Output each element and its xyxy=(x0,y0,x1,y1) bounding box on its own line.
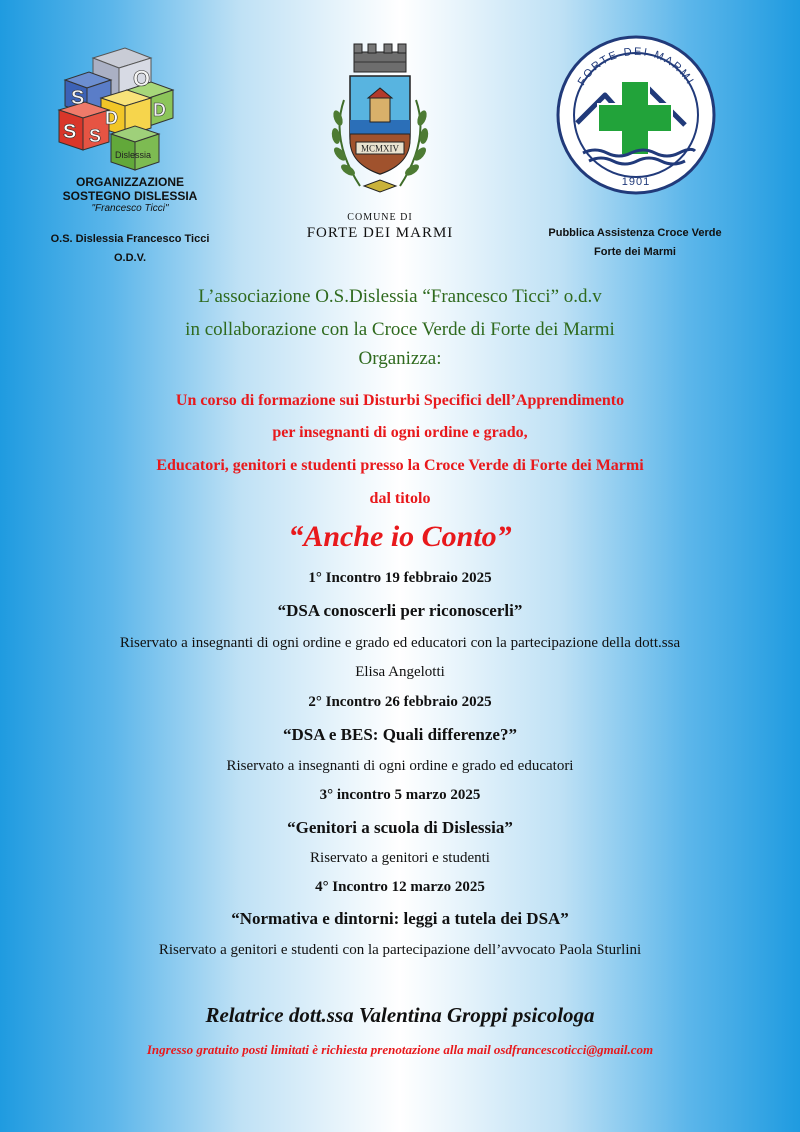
osd-org-name xyxy=(50,175,210,215)
intro-line-1: L’associazione O.S.Dislessia “Francesco Ticci” o.d.v xyxy=(198,286,602,307)
cube-letter: O xyxy=(133,66,151,91)
osd-caption-line2: O.D.V. xyxy=(114,252,146,264)
cube-letter: S xyxy=(89,126,102,146)
meeting-4-heading: 4° Incontro 12 marzo 2025 xyxy=(315,879,485,895)
comune-name-label: FORTE DEI MARMI xyxy=(306,225,454,241)
meeting-3-title: “Genitori a scuola di Dislessia” xyxy=(287,818,513,837)
meeting-3-heading: 3° incontro 5 marzo 2025 xyxy=(319,787,481,803)
comune-logo xyxy=(290,40,470,245)
osd-cubes-emblem xyxy=(55,38,175,173)
comune-crest-emblem xyxy=(320,40,440,200)
croce-verde-caption xyxy=(530,224,740,262)
intro-line-2: in collaborazione con la Croce Verde di Forte dei Marmi xyxy=(185,319,615,340)
cube-tag: Dislessia xyxy=(115,150,152,160)
osd-caption xyxy=(40,230,220,268)
course-line-2: per insegnanti di ogni ordine e grado, xyxy=(272,424,528,441)
shield-year-text: MCMXIV xyxy=(360,143,400,154)
ring-text: FORTE DEI MARMI xyxy=(575,45,697,88)
meeting-2-title: “DSA e BES: Quali differenze?” xyxy=(283,725,517,744)
course-line-4: dal titolo xyxy=(369,490,431,507)
osd-org-line2: SOSTEGNO DISLESSIA xyxy=(62,189,198,203)
meeting-1-title: “DSA conoscerli per riconoscerli” xyxy=(277,601,523,620)
meeting-4-audience: Riservato a genitori e studenti con la partecipazione dell’avvocato Paola Sturlini xyxy=(158,942,642,958)
intro-line-3: Organizza: xyxy=(358,348,442,369)
comune-di-label: COMUNE DI xyxy=(347,212,413,223)
cube-letter: D xyxy=(105,108,118,128)
meeting-4-title: “Normativa e dintorni: leggi a tutela dei DSA” xyxy=(231,909,569,928)
croce-verde-caption-line2: Forte dei Marmi xyxy=(594,246,676,258)
main-title: “Anche io Conto” xyxy=(288,520,512,553)
course-line-3: Educatori, genitori e studenti presso la Croce Verde di Forte dei Marmi xyxy=(156,457,644,474)
meeting-1-audience-cont: Elisa Angelotti xyxy=(355,664,445,680)
osd-org-line1: ORGANIZZAZIONE xyxy=(76,175,184,189)
osd-org-line3: "Francesco Ticci" xyxy=(91,203,169,214)
meeting-2-heading: 2° Incontro 26 febbraio 2025 xyxy=(308,694,492,710)
meeting-1-audience: Riservato a insegnanti di ogni ordine e grado ed educatori con la partecipazione della dott.ssa xyxy=(119,635,681,651)
meeting-2-audience: Riservato a insegnanti di ogni ordine e grado ed educatori xyxy=(226,758,574,774)
course-line-1: Un corso di formazione sui Disturbi Specifici dell’Apprendimento xyxy=(175,392,625,409)
croce-verde-logo xyxy=(530,30,740,265)
croce-verde-caption-line1: Pubblica Assistenza Croce Verde xyxy=(548,227,722,239)
croce-verde-emblem xyxy=(555,35,717,195)
osd-logo xyxy=(50,38,210,278)
cube-letter: S xyxy=(63,121,77,143)
speaker-line: Relatrice dott.ssa Valentina Groppi psicologa xyxy=(205,1003,595,1027)
meeting-1-heading: 1° Incontro 19 febbraio 2025 xyxy=(308,570,492,586)
footer-note: Ingresso gratuito posti limitati è richiesta prenotazione alla mail osdfrancescoticci@gmail.com xyxy=(146,1042,654,1057)
osd-caption-line1: O.S. Dislessia Francesco Ticci xyxy=(50,233,210,245)
croce-verde-year: 1901 xyxy=(621,176,651,188)
meeting-3-audience: Riservato a genitori e studenti xyxy=(310,850,490,866)
cube-letter: S xyxy=(71,87,85,109)
cube-letter: D xyxy=(153,100,166,120)
